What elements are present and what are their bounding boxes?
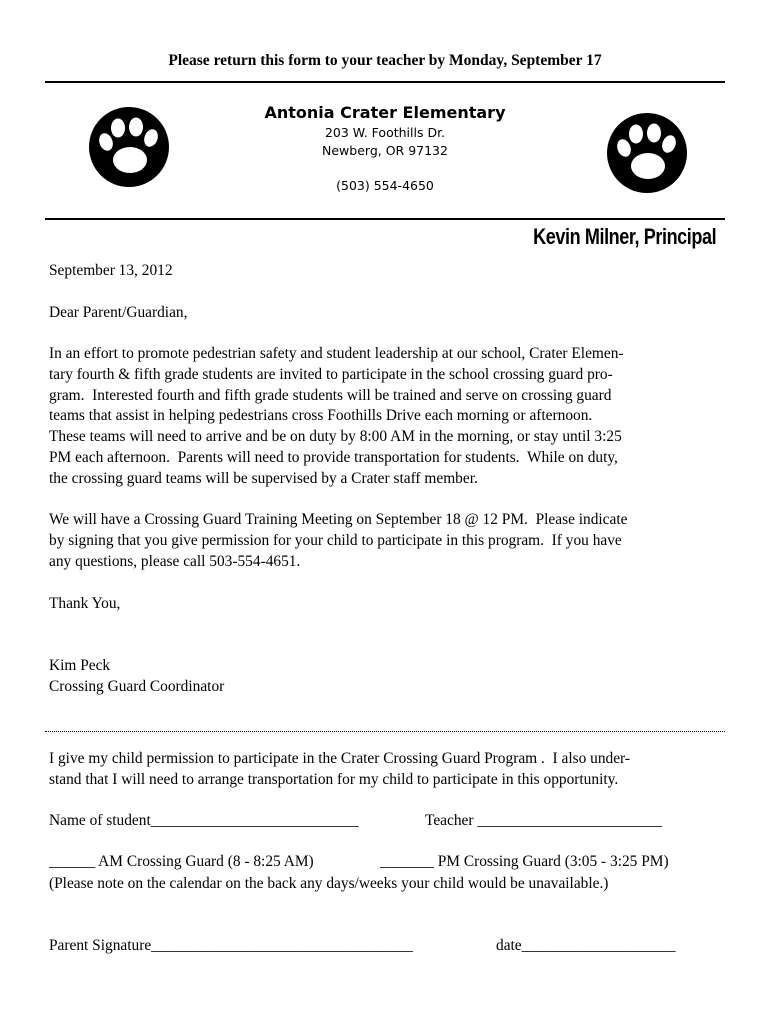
permission-statement [49,749,721,791]
am-option-label: AM Crossing Guard (8 - 8:25 AM) [95,853,314,870]
paragraph-line: the crossing guard teams will be supervised by a Crater staff member. [49,469,478,487]
teacher-row [425,811,662,832]
student-name-row [49,811,359,832]
address-line2: Newberg, OR 97132 [322,143,448,158]
school-phone: (503) 554-4650 [336,178,434,193]
salutation: Dear Parent/Guardian, [49,304,188,321]
signer-name: Kim Peck [49,657,111,674]
paragraph-line: In an effort to promote pedestrian safety and student leadership at our school, Crater Elemen- [49,345,624,362]
am-option-row [49,852,314,873]
top-divider [45,81,725,83]
date-field[interactable]: ____________________ [521,937,676,954]
calendar-note: (Please note on the calendar on the back any days/weeks your child would be unavailable.) [49,875,609,892]
student-name-field[interactable]: ___________________________ [150,812,359,829]
header-divider [45,218,725,220]
address-line1: 203 W. Foothills Dr. [324,125,446,140]
date-label: date [496,937,522,954]
am-check-field[interactable]: ______ [49,853,96,870]
date-row [496,936,676,957]
teacher-field[interactable]: ________________________ [477,812,663,829]
teacher-label: Teacher [425,812,478,829]
paragraph-line: I give my child permission to participate in the Crater Crossing Guard Program . I also under- [49,750,630,767]
letter-date: September 13, 2012 [49,262,173,279]
signature-row [49,936,413,957]
paragraph-line: by signing that you give permission for your child to participate in this program. If you have [49,531,622,549]
cut-line [45,731,725,732]
student-name-label: Name of student [49,812,151,829]
paragraph-intro [49,344,721,490]
paragraph-line: any questions, please call 503-554-4651. [49,552,301,570]
signer-title: Crossing Guard Coordinator [49,678,225,695]
paragraph-meeting [49,510,721,572]
signature-label: Parent Signature [49,937,152,954]
paragraph-line: tary fourth & fifth grade students are invited to participate in the school crossing guard pro- [49,365,613,383]
pm-check-field[interactable]: _______ [380,853,434,870]
paragraph-line: gram. Interested fourth and fifth grade students will be trained and serve on crossing guard [49,386,612,404]
principal-name: Kevin Milner, Principal [532,224,716,249]
signature-field[interactable]: __________________________________ [151,937,413,954]
paragraph-line: stand that I will need to arrange transportation for my child to participate in this opportunity. [49,770,619,788]
pm-option-label: PM Crossing Guard (3:05 - 3:25 PM) [433,853,669,870]
paragraph-line: teams that assist in helping pedestrians cross Foothills Drive each morning or afternoon. [49,407,593,425]
paragraph-line: These teams will need to arrive and be on duty by 8:00 AM in the morning, or stay until 3:25 [49,428,622,446]
closing: Thank You, [49,595,121,612]
paragraph-line: PM each afternoon. Parents will need to provide transportation for students. While on duty, [49,448,618,466]
paragraph-line: We will have a Crossing Guard Training Meeting on September 18 @ 12 PM. Please indicate [49,511,628,528]
pm-option-row [380,852,669,873]
school-name: Antonia Crater Elementary [264,103,506,122]
return-notice: Please return this form to your teacher by Monday, September 17 [168,52,602,69]
